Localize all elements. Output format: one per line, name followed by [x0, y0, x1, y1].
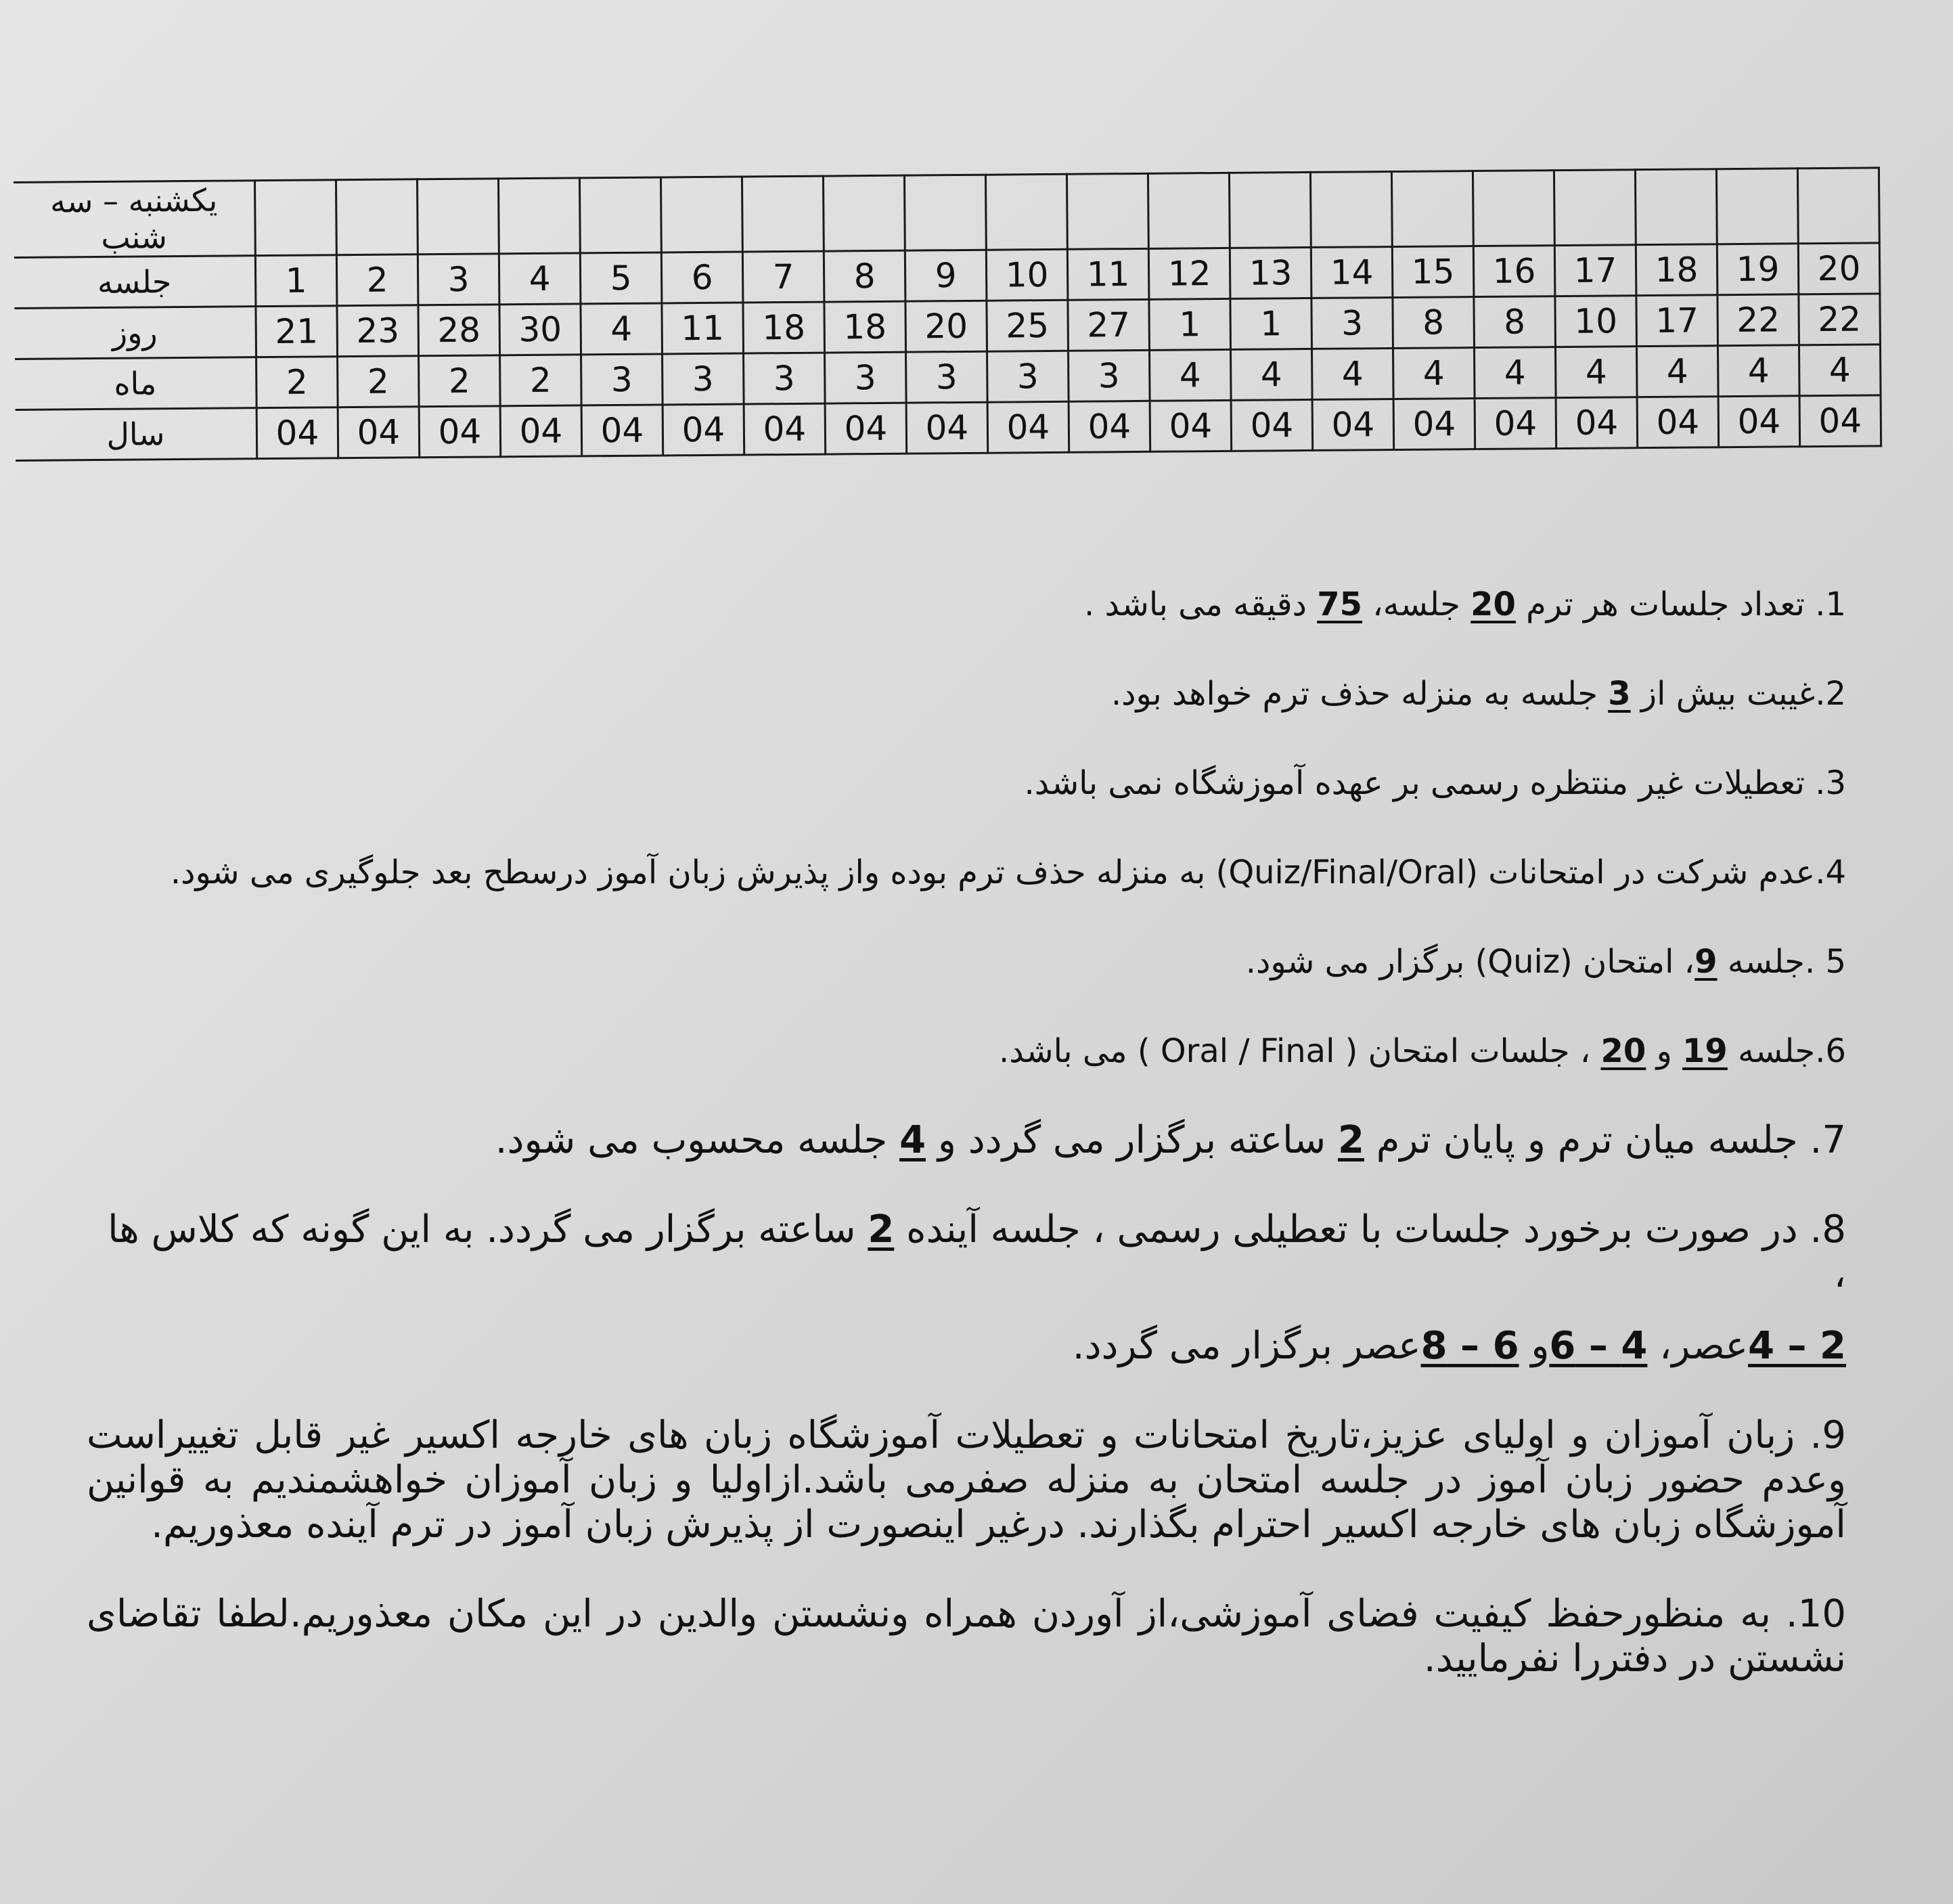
- row-label: جلسه: [14, 256, 256, 309]
- empty-cell: [1391, 171, 1473, 247]
- schedule-cell: 04: [256, 407, 338, 459]
- schedule-cell: 4: [1150, 349, 1232, 401]
- rule-text: در صورت برخورد جلسات با تعطیلی رسمی ، جلسه آینده: [894, 1208, 1810, 1252]
- schedule-cell: 04: [1312, 399, 1394, 450]
- rule-text: عصر،: [1647, 1324, 1749, 1368]
- schedule-cell: 3: [744, 353, 826, 404]
- schedule-cell: 3: [906, 351, 988, 403]
- schedule-cell: 28: [418, 305, 500, 356]
- rule-number: 3.: [1815, 764, 1846, 802]
- schedule-cell: 2: [336, 254, 418, 306]
- days-of-week-row: [14, 168, 1879, 258]
- empty-cell: [1716, 169, 1798, 244]
- schedule-cell: 4: [1636, 346, 1718, 397]
- schedule-cell: 4: [1799, 345, 1881, 396]
- rule-latin-text: (Quiz/Final/Oral): [1215, 854, 1479, 891]
- empty-cell: [823, 175, 905, 251]
- rule-text: ، امتحان: [1572, 943, 1695, 981]
- schedule-cell: 8: [824, 250, 905, 302]
- schedule-cell: 04: [1718, 396, 1800, 447]
- schedule-cell: 19: [1717, 244, 1799, 295]
- schedule-cell: 6: [661, 252, 743, 303]
- schedule-cell: 04: [581, 405, 663, 456]
- schedule-cell: 13: [1230, 247, 1311, 298]
- empty-cell: [1229, 172, 1311, 248]
- rule-text: به منظورحفظ کیفیت فضای آموزشی،از آوردن همراه ونشستن والدین در این مکان معذوریم.لطفا تقاضای نشستن در دفتررا نفرمایید.: [87, 1592, 1846, 1681]
- empty-cell: [417, 179, 499, 254]
- rule-3: [87, 761, 1846, 805]
- empty-cell: [660, 177, 742, 252]
- schedule-cell: 4: [1231, 349, 1313, 400]
- schedule-cell: 1: [255, 255, 337, 307]
- schedule-cell: 04: [1231, 399, 1313, 451]
- schedule-cell: 04: [1069, 401, 1150, 452]
- rule-8: [87, 1208, 1846, 1297]
- rule-text: جلسه: [1727, 1032, 1816, 1070]
- empty-cell: [579, 177, 661, 253]
- empty-cell: [255, 180, 337, 256]
- schedule-cell: 2: [500, 355, 582, 406]
- rule-8-continued: [87, 1324, 1846, 1369]
- schedule-cell: 3: [1311, 297, 1393, 349]
- rule-text: جلسه محسوب می شود.: [495, 1118, 900, 1162]
- schedule-cell: 1: [1230, 298, 1312, 349]
- schedule-cell: 11: [1067, 248, 1149, 300]
- schedule-cell: 17: [1636, 295, 1718, 347]
- schedule-cell: 8: [1474, 296, 1556, 348]
- schedule-cell: 10: [1555, 296, 1637, 347]
- rule-text: جلسه میان ترم و پایان ترم: [1364, 1118, 1810, 1162]
- schedule-cell: 4: [1312, 348, 1394, 399]
- rule-text: تعطیلات غیر منتظره رسمی بر عهده آموزشگاه نمی باشد.: [1024, 764, 1816, 802]
- rule-text: می باشد.: [998, 1032, 1138, 1070]
- schedule-cell: 27: [1068, 299, 1150, 351]
- schedule-cell: 04: [419, 406, 501, 458]
- rule-number: 2.: [1815, 675, 1846, 713]
- empty-cell: [1473, 171, 1554, 246]
- rule-text: جلسه به منزله حذف ترم خواهد بود.: [1110, 675, 1609, 713]
- rule-highlight: 4: [899, 1118, 926, 1162]
- rule-text: به منزله حذف ترم بوده واز پذیرش زبان آموز درسطح بعد جلوگیری می شود.: [170, 854, 1216, 891]
- schedule-cell: 15: [1392, 246, 1474, 298]
- rule-2: [87, 671, 1846, 716]
- row-label: ماه: [15, 357, 256, 410]
- row-label: روز: [14, 307, 256, 359]
- rule-text: جلسه،: [1362, 585, 1471, 623]
- schedule-cell: 9: [905, 250, 987, 301]
- schedule-cell: 21: [256, 306, 338, 357]
- empty-cell: [336, 179, 418, 255]
- rule-highlight: 2 – 4: [1748, 1324, 1846, 1368]
- schedule-cell: 4: [1474, 347, 1556, 399]
- rule-number: 5 .: [1804, 943, 1846, 981]
- schedule-cell: 3: [418, 254, 499, 305]
- rule-text: و: [1519, 1324, 1550, 1368]
- schedule-cell: 3: [1069, 350, 1150, 401]
- schedule-cell: 25: [987, 300, 1069, 351]
- schedule-cell: 04: [663, 404, 744, 456]
- rule-1: [87, 582, 1846, 627]
- rule-9: [87, 1413, 1846, 1547]
- schedule-cell: 20: [1798, 243, 1880, 294]
- empty-cell: [1635, 169, 1717, 245]
- schedule-cell: 4: [499, 253, 581, 305]
- rule-text: ، جلسات امتحان: [1357, 1032, 1601, 1070]
- schedule-cell: 4: [581, 303, 663, 355]
- rule-latin-text: (Quiz): [1475, 943, 1573, 981]
- schedule-cell: 2: [338, 356, 420, 407]
- rule-number: 7.: [1810, 1118, 1846, 1162]
- rule-text: برگزار می شود.: [1245, 943, 1475, 981]
- rule-6: [87, 1029, 1846, 1073]
- row-label: یکشنبه – سه شنب: [14, 181, 255, 258]
- schedule-cell: 3: [825, 352, 907, 403]
- rule-highlight: 6 – 8: [1420, 1324, 1519, 1368]
- rule-highlight: 4 – 6: [1549, 1324, 1648, 1368]
- empty-cell: [1554, 170, 1636, 246]
- schedule-cell: 23: [337, 305, 419, 357]
- rule-text: ساعته برگزار می گردد و: [926, 1118, 1338, 1162]
- schedule-table: [14, 167, 1882, 462]
- rule-highlight: 75: [1317, 585, 1362, 623]
- rule-highlight: 2: [1337, 1118, 1364, 1162]
- schedule-cell: 4: [1718, 345, 1799, 397]
- empty-cell: [742, 176, 824, 252]
- schedule-cell: 3: [987, 351, 1069, 402]
- rule-highlight: 9: [1694, 943, 1718, 981]
- schedule-cell: 20: [905, 301, 987, 352]
- schedule-cell: 16: [1473, 246, 1555, 297]
- empty-cell: [498, 178, 580, 254]
- rule-text: زبان آموزان و اولیای عزیز،تاریخ امتحانات و تعطیلات آموزشگاه زبان های خارجه اکسیر غیر قابل تغییراست وعدم حضور زبان آموز در جلسه امتحان به منزله صفرمی باشد.ازاولیا و زبان آموزان خواهشمندیم به قوانین آموزشگاه زبان های خارجه اکسیر احترام بگذارند. درغیر اینصورت از پذیرش زبان آموز در ترم آینده معذوریم.: [87, 1413, 1846, 1547]
- rule-highlight: 20: [1600, 1032, 1646, 1070]
- schedule-cell: 04: [906, 402, 988, 453]
- schedule-cell: 04: [1150, 400, 1232, 451]
- rule-latin-text: ( Oral / Final ): [1137, 1032, 1358, 1070]
- schedule-cell: 04: [987, 401, 1069, 453]
- schedule-cell: 2: [419, 355, 501, 407]
- rule-text: جلسه: [1717, 943, 1805, 981]
- schedule-cell: 14: [1311, 247, 1393, 298]
- schedule-cell: 22: [1718, 294, 1799, 346]
- empty-cell: [1797, 168, 1879, 244]
- rule-highlight: 3: [1608, 675, 1631, 713]
- rule-number: 1.: [1815, 585, 1846, 623]
- rule-number: 4.: [1815, 854, 1846, 891]
- schedule-cell: 18: [824, 301, 906, 353]
- schedule-cell: 8: [1393, 297, 1475, 349]
- schedule-cell: 12: [1148, 248, 1230, 299]
- empty-cell: [1067, 173, 1148, 249]
- rule-number: 6.: [1815, 1032, 1846, 1070]
- schedule-cell: 04: [744, 403, 826, 455]
- schedule-cell: 4: [1393, 348, 1475, 399]
- schedule-cell: 11: [662, 303, 744, 354]
- schedule-table-wrapper: [14, 167, 1862, 462]
- schedule-cell: 1: [1149, 298, 1231, 350]
- schedule-cell: 5: [580, 252, 662, 304]
- schedule-cell: 04: [500, 405, 582, 457]
- schedule-cell: 04: [1556, 397, 1638, 449]
- rule-text: تعداد جلسات هر ترم: [1515, 585, 1816, 623]
- schedule-cell: 04: [1475, 398, 1556, 449]
- schedule-cell: 22: [1799, 294, 1881, 345]
- rule-highlight: 20: [1471, 585, 1516, 623]
- schedule-cell: 04: [825, 403, 907, 454]
- schedule-cell: 18: [743, 302, 825, 353]
- schedule-cell: 7: [742, 251, 824, 303]
- schedule-cell: 30: [499, 304, 581, 355]
- rule-number: 10.: [1785, 1592, 1846, 1636]
- schedule-cell: 3: [581, 354, 663, 405]
- rule-text: ساعته برگزار می گردد. به این گونه که کلاس ها ،: [108, 1208, 1846, 1296]
- empty-cell: [904, 175, 986, 250]
- rule-5: [87, 939, 1846, 984]
- rule-text: عصر برگزار می گردد.: [1072, 1324, 1421, 1368]
- rule-number: 8.: [1810, 1208, 1846, 1252]
- rule-highlight: 19: [1682, 1032, 1728, 1070]
- rule-7: [87, 1118, 1846, 1163]
- schedule-cell: 2: [256, 357, 338, 408]
- rule-number: 9.: [1810, 1413, 1846, 1457]
- schedule-cell: 18: [1636, 244, 1718, 296]
- rule-text: عدم شرکت در امتحانات: [1478, 854, 1816, 891]
- schedule-cell: 04: [1799, 395, 1881, 447]
- schedule-cell: 17: [1554, 245, 1636, 296]
- row-label: سال: [16, 408, 257, 461]
- empty-cell: [985, 174, 1067, 250]
- schedule-cell: 04: [338, 407, 420, 458]
- rule-text: غیبت بیش از: [1630, 675, 1816, 713]
- empty-cell: [1148, 173, 1230, 248]
- empty-cell: [1310, 172, 1392, 248]
- rule-highlight: 2: [868, 1208, 895, 1252]
- rule-text: و: [1646, 1032, 1683, 1070]
- rules-list: [87, 582, 1846, 1726]
- schedule-cell: 04: [1637, 397, 1719, 448]
- rule-text: دقیقه می باشد .: [1083, 585, 1318, 623]
- rule-4: [87, 850, 1846, 895]
- schedule-cell: 3: [663, 353, 744, 405]
- schedule-cell: 10: [986, 249, 1068, 301]
- schedule-cell: 04: [1393, 399, 1475, 450]
- schedule-cell: 4: [1555, 347, 1637, 398]
- rule-10: [87, 1592, 1846, 1681]
